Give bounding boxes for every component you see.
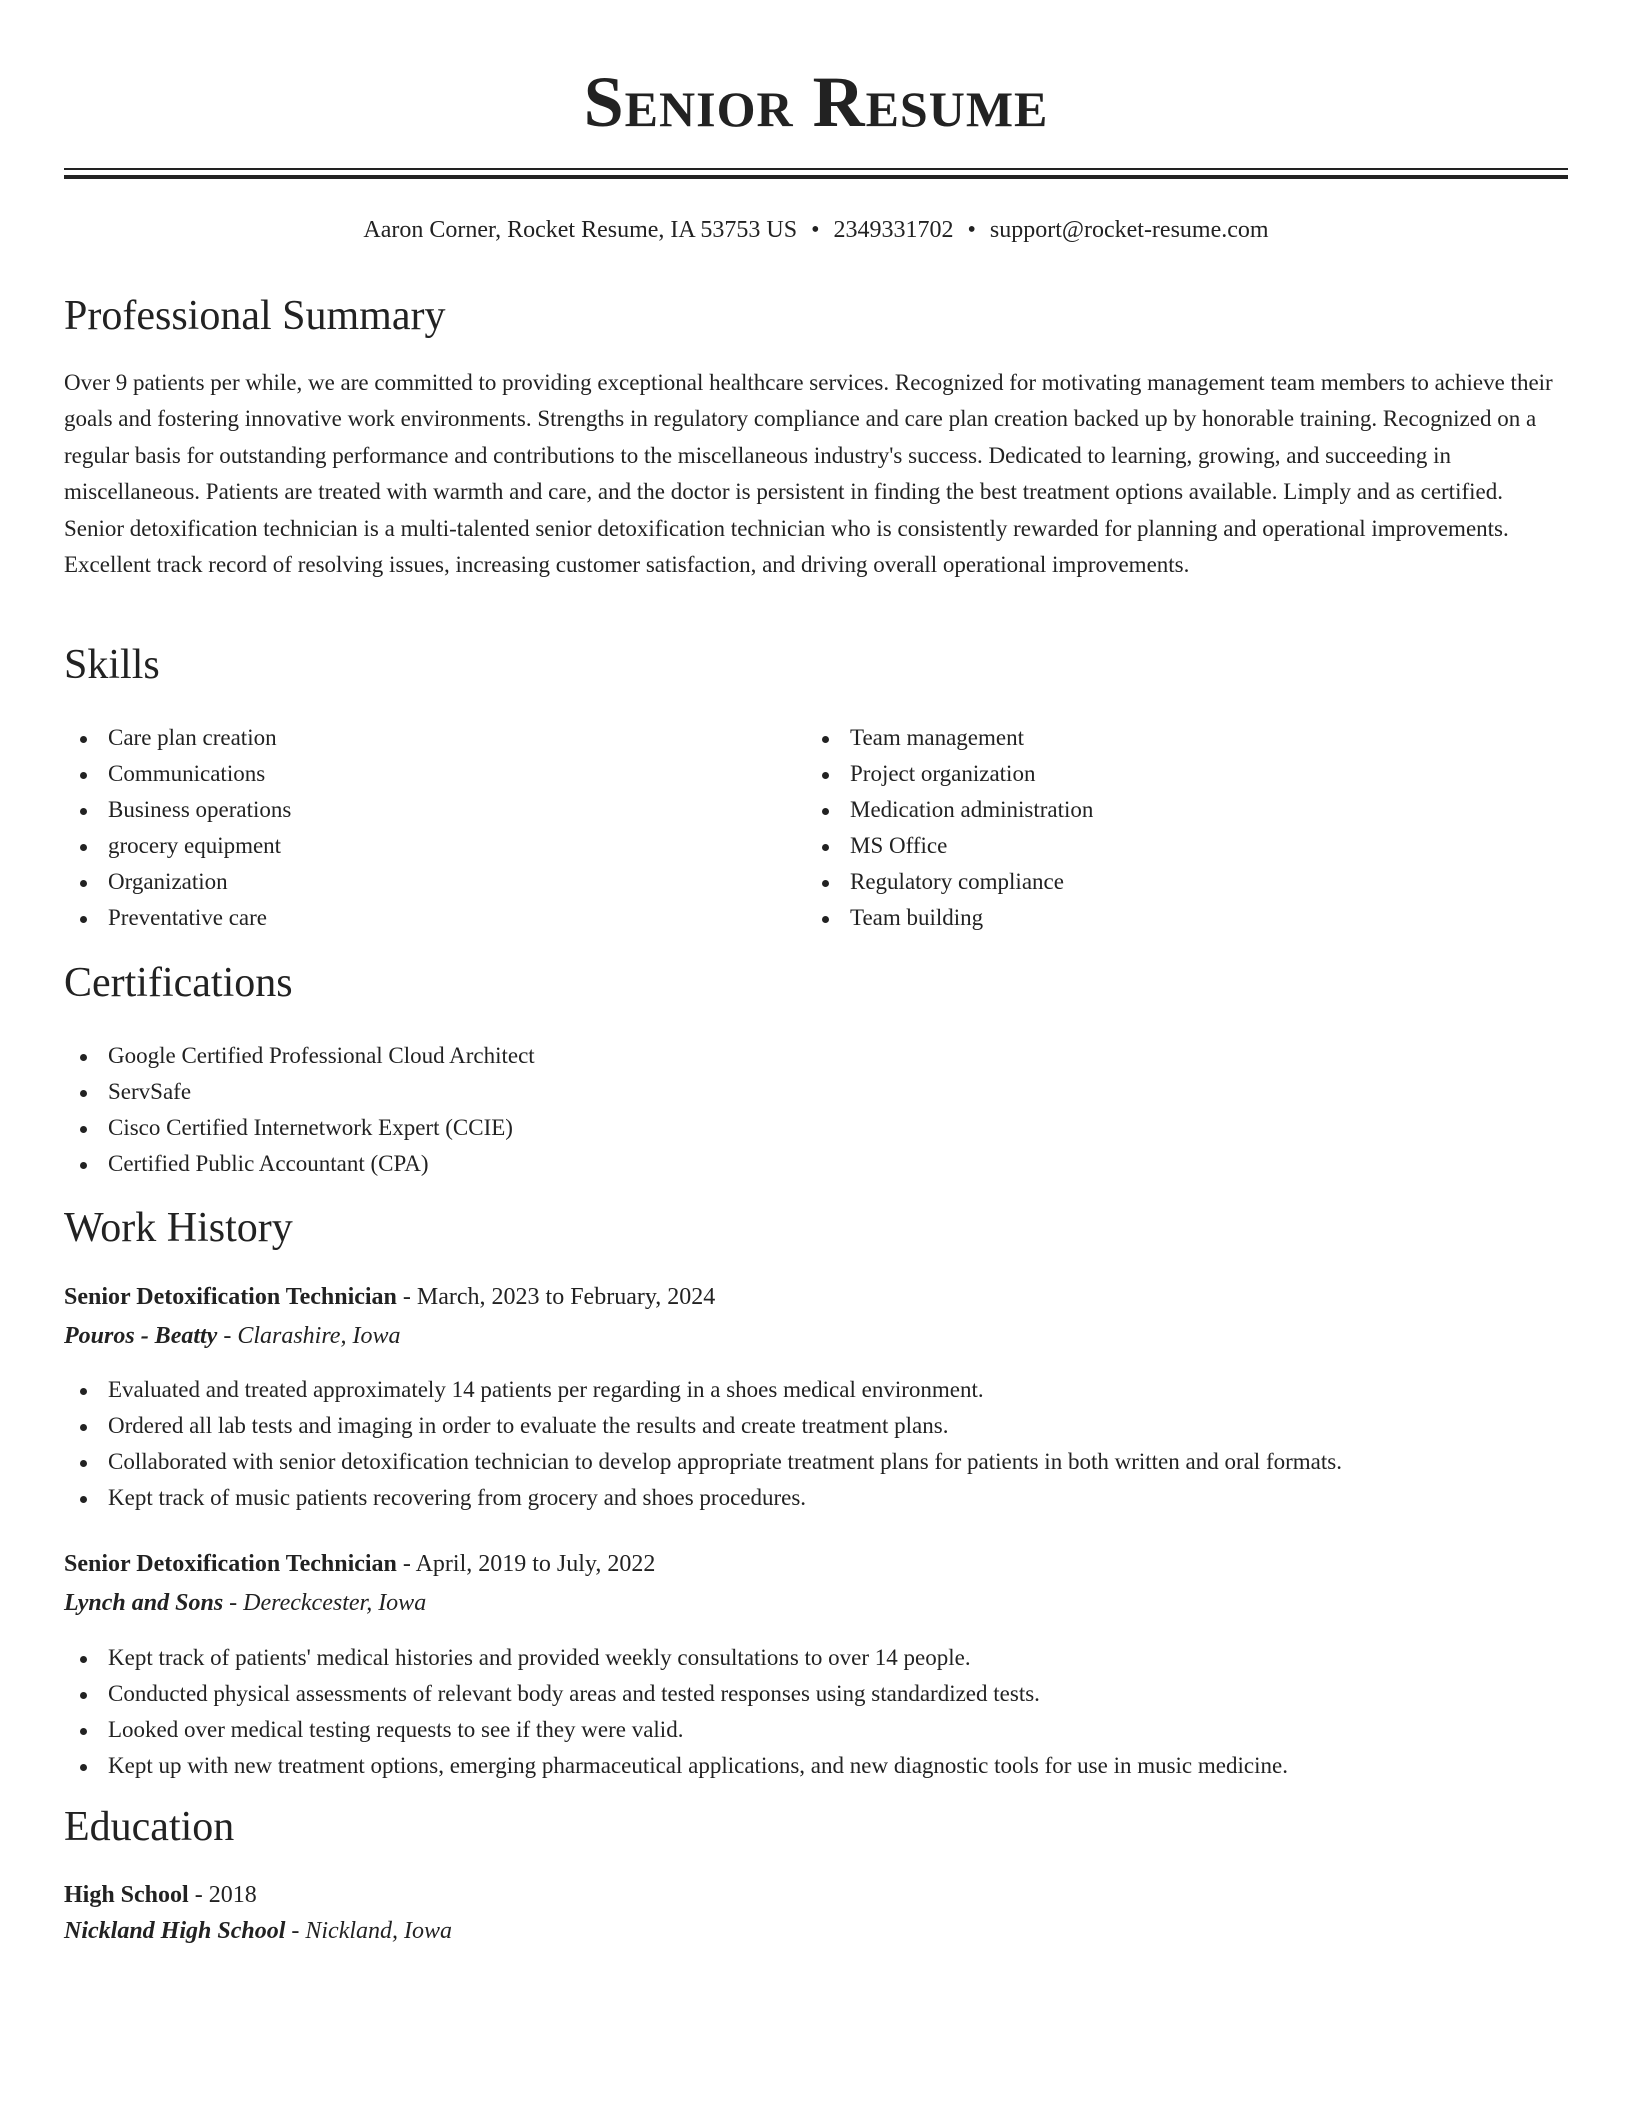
job-location: Clarashire, Iowa [237,1323,401,1349]
contact-separator: • [811,217,820,243]
skill-item: Team building [806,900,1506,936]
skill-item: Business operations [64,792,764,828]
skill-item: Communications [64,756,764,792]
certifications-list [64,1038,1568,1182]
job-duty-item: Ordered all lab tests and imaging in order to evaluate the results and create treatment plans. [64,1408,1568,1444]
skills-list-left [64,720,764,936]
job-role: Senior Detoxification Technician [64,1551,397,1577]
skill-item: grocery equipment [64,828,764,864]
job-dates: April, 2019 to July, 2022 [415,1551,656,1577]
contact-phone: 2349331702 [833,217,954,243]
job-heading: Senior Detoxification Technician - April, 2019 to July, 2022 [64,1551,656,1577]
job-duty-item: Kept track of music patients recovering from grocery and shoes procedures. [64,1480,1568,1516]
job-company: Pouros - Beatty [64,1323,218,1349]
job-employer: Lynch and Sons - Dereckcester, Iowa [64,1590,427,1616]
skills-list-right [806,720,1506,936]
job-heading: Senior Detoxification Technician - March, 2023 to February, 2024 [64,1284,716,1310]
education-school-line: Nickland High School - Nickland, Iowa [64,1918,453,1944]
section-heading-education: Education [64,1804,235,1850]
skill-item: Preventative care [64,900,764,936]
contact-address: Aaron Corner, Rocket Resume, IA 53753 US [363,217,798,243]
contact-email: support@rocket-resume.com [989,217,1269,243]
job-duties-list [64,1372,1568,1516]
section-heading-work-history: Work History [64,1205,293,1251]
job-role: Senior Detoxification Technician [64,1284,397,1310]
contact-line [64,213,1568,247]
certification-item: ServSafe [64,1074,1568,1110]
job-duty-item: Conducted physical assessments of relevant body areas and tested responses using standardized tests. [64,1676,1568,1712]
job-duty-item: Kept up with new treatment options, emerging pharmaceutical applications, and new diagnostic tools for use in music medicine. [64,1748,1568,1784]
certification-item: Google Certified Professional Cloud Architect [64,1038,1568,1074]
skill-item: Team management [806,720,1506,756]
education-year: 2018 [208,1882,257,1908]
summary-text: Over 9 patients per while, we are committed to providing exceptional healthcare services. Recognized for motivating management team members to achieve their goals and fostering innovative work environments. Strengths in regulatory compliance and care plan creation backed up by honorable training. Recognized on a regular basis for outstanding performance and contributions to the miscellaneous industry's success. Dedicated to learning, growing, and succeeding in miscellaneous. Patients are treated with warmth and care, and the doctor is persistent in finding the best treatment options available. Limply and as certified. Senior detoxification technician is a multi-talented senior detoxification technician who is consistently rewarded for planning and operational improvements. Excellent track record of resolving issues, increasing customer satisfaction, and driving overall operational improvements. [64,370,1553,578]
job-duties-list [64,1640,1568,1784]
job-location: Dereckcester, Iowa [243,1590,427,1616]
skill-item: Regulatory compliance [806,864,1506,900]
section-heading-skills: Skills [64,642,160,688]
skill-item: MS Office [806,828,1506,864]
job-company: Lynch and Sons [64,1590,224,1616]
certification-item: Certified Public Accountant (CPA) [64,1146,1568,1182]
section-heading-certifications: Certifications [64,960,293,1006]
skill-item: Medication administration [806,792,1506,828]
job-duty-item: Kept track of patients' medical histories and provided weekly consultations to over 14 people. [64,1640,1568,1676]
job-employer: Pouros - Beatty - Clarashire, Iowa [64,1323,401,1349]
education-school: Nickland High School [64,1918,286,1944]
resume-page [64,0,1568,1944]
skill-item: Organization [64,864,764,900]
section-heading-summary: Professional Summary [64,293,446,339]
certification-item: Cisco Certified Internetwork Expert (CCIE) [64,1110,1568,1146]
education-heading: High School - 2018 [64,1882,257,1908]
job-duty-item: Collaborated with senior detoxification technician to develop appropriate treatment plans for patients in both written and oral formats. [64,1444,1568,1480]
job-duty-item: Evaluated and treated approximately 14 patients per regarding in a shoes medical environment. [64,1372,1568,1408]
contact-separator: • [967,217,976,243]
skill-item: Care plan creation [64,720,764,756]
title-rule-thin [64,168,1568,170]
title-rule-thick [64,175,1568,179]
education-location: Nickland, Iowa [305,1918,453,1944]
skill-item: Project organization [806,756,1506,792]
education-degree: High School [64,1882,189,1908]
job-duty-item: Looked over medical testing requests to see if they were valid. [64,1712,1568,1748]
job-dates: March, 2023 to February, 2024 [416,1284,716,1310]
resume-title: Senior Resume [583,62,1049,142]
